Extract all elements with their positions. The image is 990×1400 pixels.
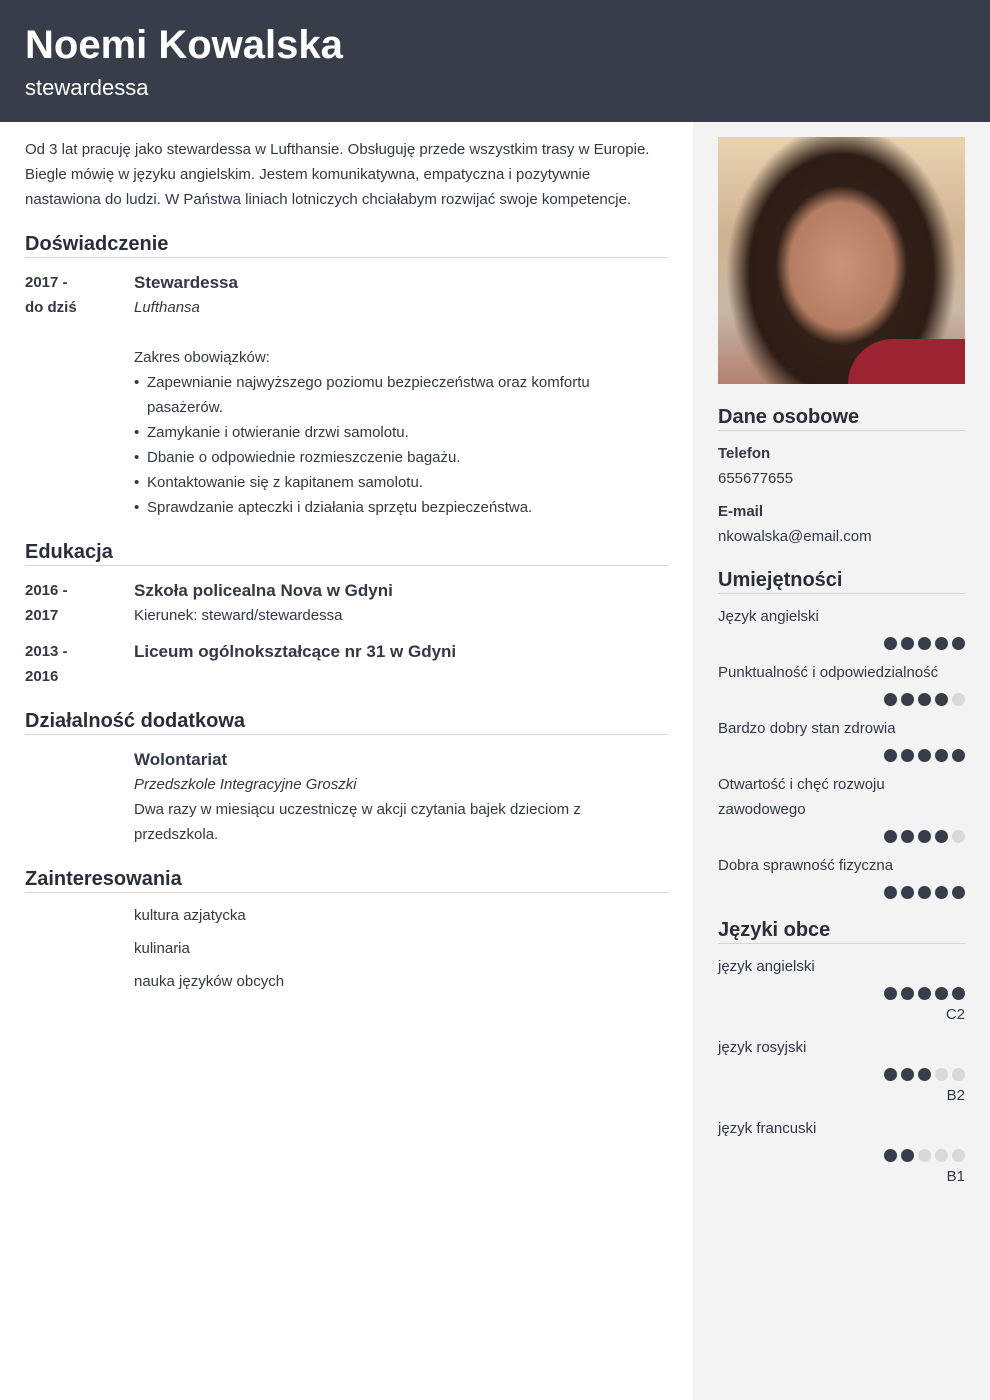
date-end: 2017: [25, 607, 59, 624]
language-item: [718, 954, 965, 1025]
rating-dots: [718, 830, 965, 843]
interest-item: kultura azjatycka: [134, 907, 246, 924]
empty-dot-icon: [952, 693, 965, 706]
filled-dot-icon: [901, 693, 914, 706]
experience-date: [25, 270, 134, 520]
rating-dots: [718, 987, 965, 1000]
filled-dot-icon: [918, 886, 931, 899]
skill-item: [718, 660, 965, 706]
main-column: [0, 122, 693, 1002]
skill-item: [718, 716, 965, 762]
languages-list: [718, 954, 965, 1187]
filled-dot-icon: [918, 1068, 931, 1081]
activity-date: [25, 747, 134, 847]
section-title-interests: Zainteresowania: [25, 866, 668, 893]
education-date: [25, 578, 134, 628]
education-body: [134, 578, 668, 628]
rating-dots: [718, 749, 965, 762]
filled-dot-icon: [884, 1068, 897, 1081]
language-item: [718, 1116, 965, 1187]
filled-dot-icon: [884, 749, 897, 762]
filled-dot-icon: [952, 886, 965, 899]
duty-item: • Dbanie o odpowiednie rozmieszczenie bagażu.: [134, 445, 668, 470]
filled-dot-icon: [918, 987, 931, 1000]
empty-dot-icon: [935, 1149, 948, 1162]
filled-dot-icon: [901, 1068, 914, 1081]
date-start: 2016 -: [25, 582, 68, 599]
activity-description: Dwa razy w miesiącu uczestniczę w akcji czytania bajek dzieciom z przedszkola.: [134, 801, 581, 843]
skill-item: [718, 604, 965, 650]
filled-dot-icon: [901, 830, 914, 843]
date-start: 2013 -: [25, 643, 68, 660]
empty-dot-icon: [952, 1149, 965, 1162]
section-title-activities: Działalność dodatkowa: [25, 708, 668, 735]
phone-value: 655677655: [718, 470, 794, 487]
rating-dots: [718, 1149, 965, 1162]
experience-section: [25, 231, 668, 520]
filled-dot-icon: [935, 693, 948, 706]
education-body: [134, 639, 668, 689]
experience-entry: [25, 270, 668, 520]
employer: Lufthansa: [134, 299, 200, 316]
empty-dot-icon: [952, 1068, 965, 1081]
language-cefr-level: B1: [946, 1168, 965, 1185]
filled-dot-icon: [918, 830, 931, 843]
activity-role: Wolontariat: [134, 750, 228, 769]
filled-dot-icon: [935, 987, 948, 1000]
education-section: [25, 539, 668, 689]
duty-item: • Zamykanie i otwieranie drzwi samolotu.: [134, 420, 668, 445]
date-end: 2016: [25, 668, 59, 685]
duty-item: • Sprawdzanie apteczki i działania sprzętu bezpieczeństwa.: [134, 495, 668, 520]
filled-dot-icon: [884, 830, 897, 843]
duty-item: • Kontaktowanie się z kapitanem samolotu.: [134, 470, 668, 495]
filled-dot-icon: [952, 749, 965, 762]
sidebar: [693, 122, 990, 1400]
school-name: Liceum ogólnokształcące nr 31 w Gdyni: [134, 642, 457, 661]
filled-dot-icon: [935, 637, 948, 650]
rating-dots: [718, 886, 965, 899]
skills-list: [718, 604, 965, 899]
filled-dot-icon: [901, 987, 914, 1000]
skill-label: Język angielski: [718, 608, 819, 625]
filled-dot-icon: [918, 637, 931, 650]
section-title-languages: Języki obce: [718, 917, 965, 944]
language-label: język rosyjski: [718, 1039, 807, 1056]
school-detail: Kierunek: steward/stewardessa: [134, 607, 343, 624]
language-cefr-level: B2: [946, 1087, 965, 1104]
filled-dot-icon: [901, 637, 914, 650]
activities-section: [25, 708, 668, 847]
language-cefr-level: C2: [945, 1006, 965, 1023]
skill-label: Dobra sprawność fizyczna: [718, 857, 894, 874]
language-item: [718, 1035, 965, 1106]
interest-item: kulinaria: [134, 940, 190, 957]
filled-dot-icon: [901, 886, 914, 899]
interest-item: nauka języków obcych: [134, 973, 285, 990]
filled-dot-icon: [935, 749, 948, 762]
filled-dot-icon: [884, 693, 897, 706]
filled-dot-icon: [935, 886, 948, 899]
personal-section: [718, 404, 965, 549]
skills-section: [718, 567, 965, 899]
empty-dot-icon: [935, 1068, 948, 1081]
interests-list: [25, 903, 668, 994]
duty-item: • Zapewnianie najwyższego poziomu bezpieczeństwa oraz komfortu pasażerów.: [134, 370, 668, 420]
section-title-personal: Dane osobowe: [718, 404, 965, 431]
profile-photo: [718, 137, 965, 384]
duties-label: Zakres obowiązków:: [134, 349, 270, 366]
activity-org: Przedszkole Integracyjne Groszki: [134, 776, 357, 793]
section-title-education: Edukacja: [25, 539, 668, 566]
skill-label: Punktualność i odpowiedzialność: [718, 664, 939, 681]
languages-section: [718, 917, 965, 1187]
language-label: język angielski: [718, 958, 815, 975]
filled-dot-icon: [884, 1149, 897, 1162]
phone-label: Telefon: [718, 445, 771, 462]
filled-dot-icon: [884, 886, 897, 899]
filled-dot-icon: [935, 830, 948, 843]
school-name: Szkoła policealna Nova w Gdyni: [134, 581, 393, 600]
education-entry: [25, 578, 668, 628]
rating-dots: [718, 693, 965, 706]
resume-header: [0, 0, 990, 122]
section-title-skills: Umiejętności: [718, 567, 965, 594]
spacer: [134, 320, 668, 345]
activity-entry: [25, 747, 668, 847]
section-title-experience: Doświadczenie: [25, 231, 668, 258]
filled-dot-icon: [901, 749, 914, 762]
filled-dot-icon: [901, 1149, 914, 1162]
email-value: nkowalska@email.com: [718, 528, 872, 545]
interests-section: [25, 866, 668, 994]
date-start: 2017 -: [25, 274, 68, 291]
filled-dot-icon: [918, 749, 931, 762]
candidate-name: Noemi Kowalska: [25, 23, 343, 67]
empty-dot-icon: [918, 1149, 931, 1162]
experience-body: [134, 270, 668, 520]
rating-dots: [718, 1068, 965, 1081]
education-date: [25, 639, 134, 689]
skill-label: Otwartość i chęć rozwoju zawodowego: [718, 776, 885, 818]
education-entry: [25, 639, 668, 689]
empty-dot-icon: [952, 830, 965, 843]
photo-shirt-shape: [848, 339, 965, 384]
duties-list: [134, 370, 668, 520]
email-label: E-mail: [718, 503, 764, 520]
filled-dot-icon: [884, 637, 897, 650]
profile-summary: Od 3 lat pracuję jako stewardessa w Lufthansie. Obsługuję przede wszystkim trasy w Europie. Biegle mówię w języku angielskim. Jestem komunikatywna, empatyczna i pozytywnie nastawiona do ludzi. W Państwa liniach lotniczych chciałabym rozwijać swoje kompetencje.: [25, 141, 650, 208]
activity-body: [134, 747, 668, 847]
skill-item: [718, 853, 965, 899]
filled-dot-icon: [952, 637, 965, 650]
filled-dot-icon: [952, 987, 965, 1000]
job-role: Stewardessa: [134, 273, 238, 292]
rating-dots: [718, 637, 965, 650]
skill-item: [718, 772, 965, 843]
skill-label: Bardzo dobry stan zdrowia: [718, 720, 896, 737]
language-label: język francuski: [718, 1120, 817, 1137]
candidate-job-title: stewardessa: [25, 75, 149, 100]
filled-dot-icon: [884, 987, 897, 1000]
filled-dot-icon: [918, 693, 931, 706]
date-end: do dziś: [25, 299, 77, 316]
